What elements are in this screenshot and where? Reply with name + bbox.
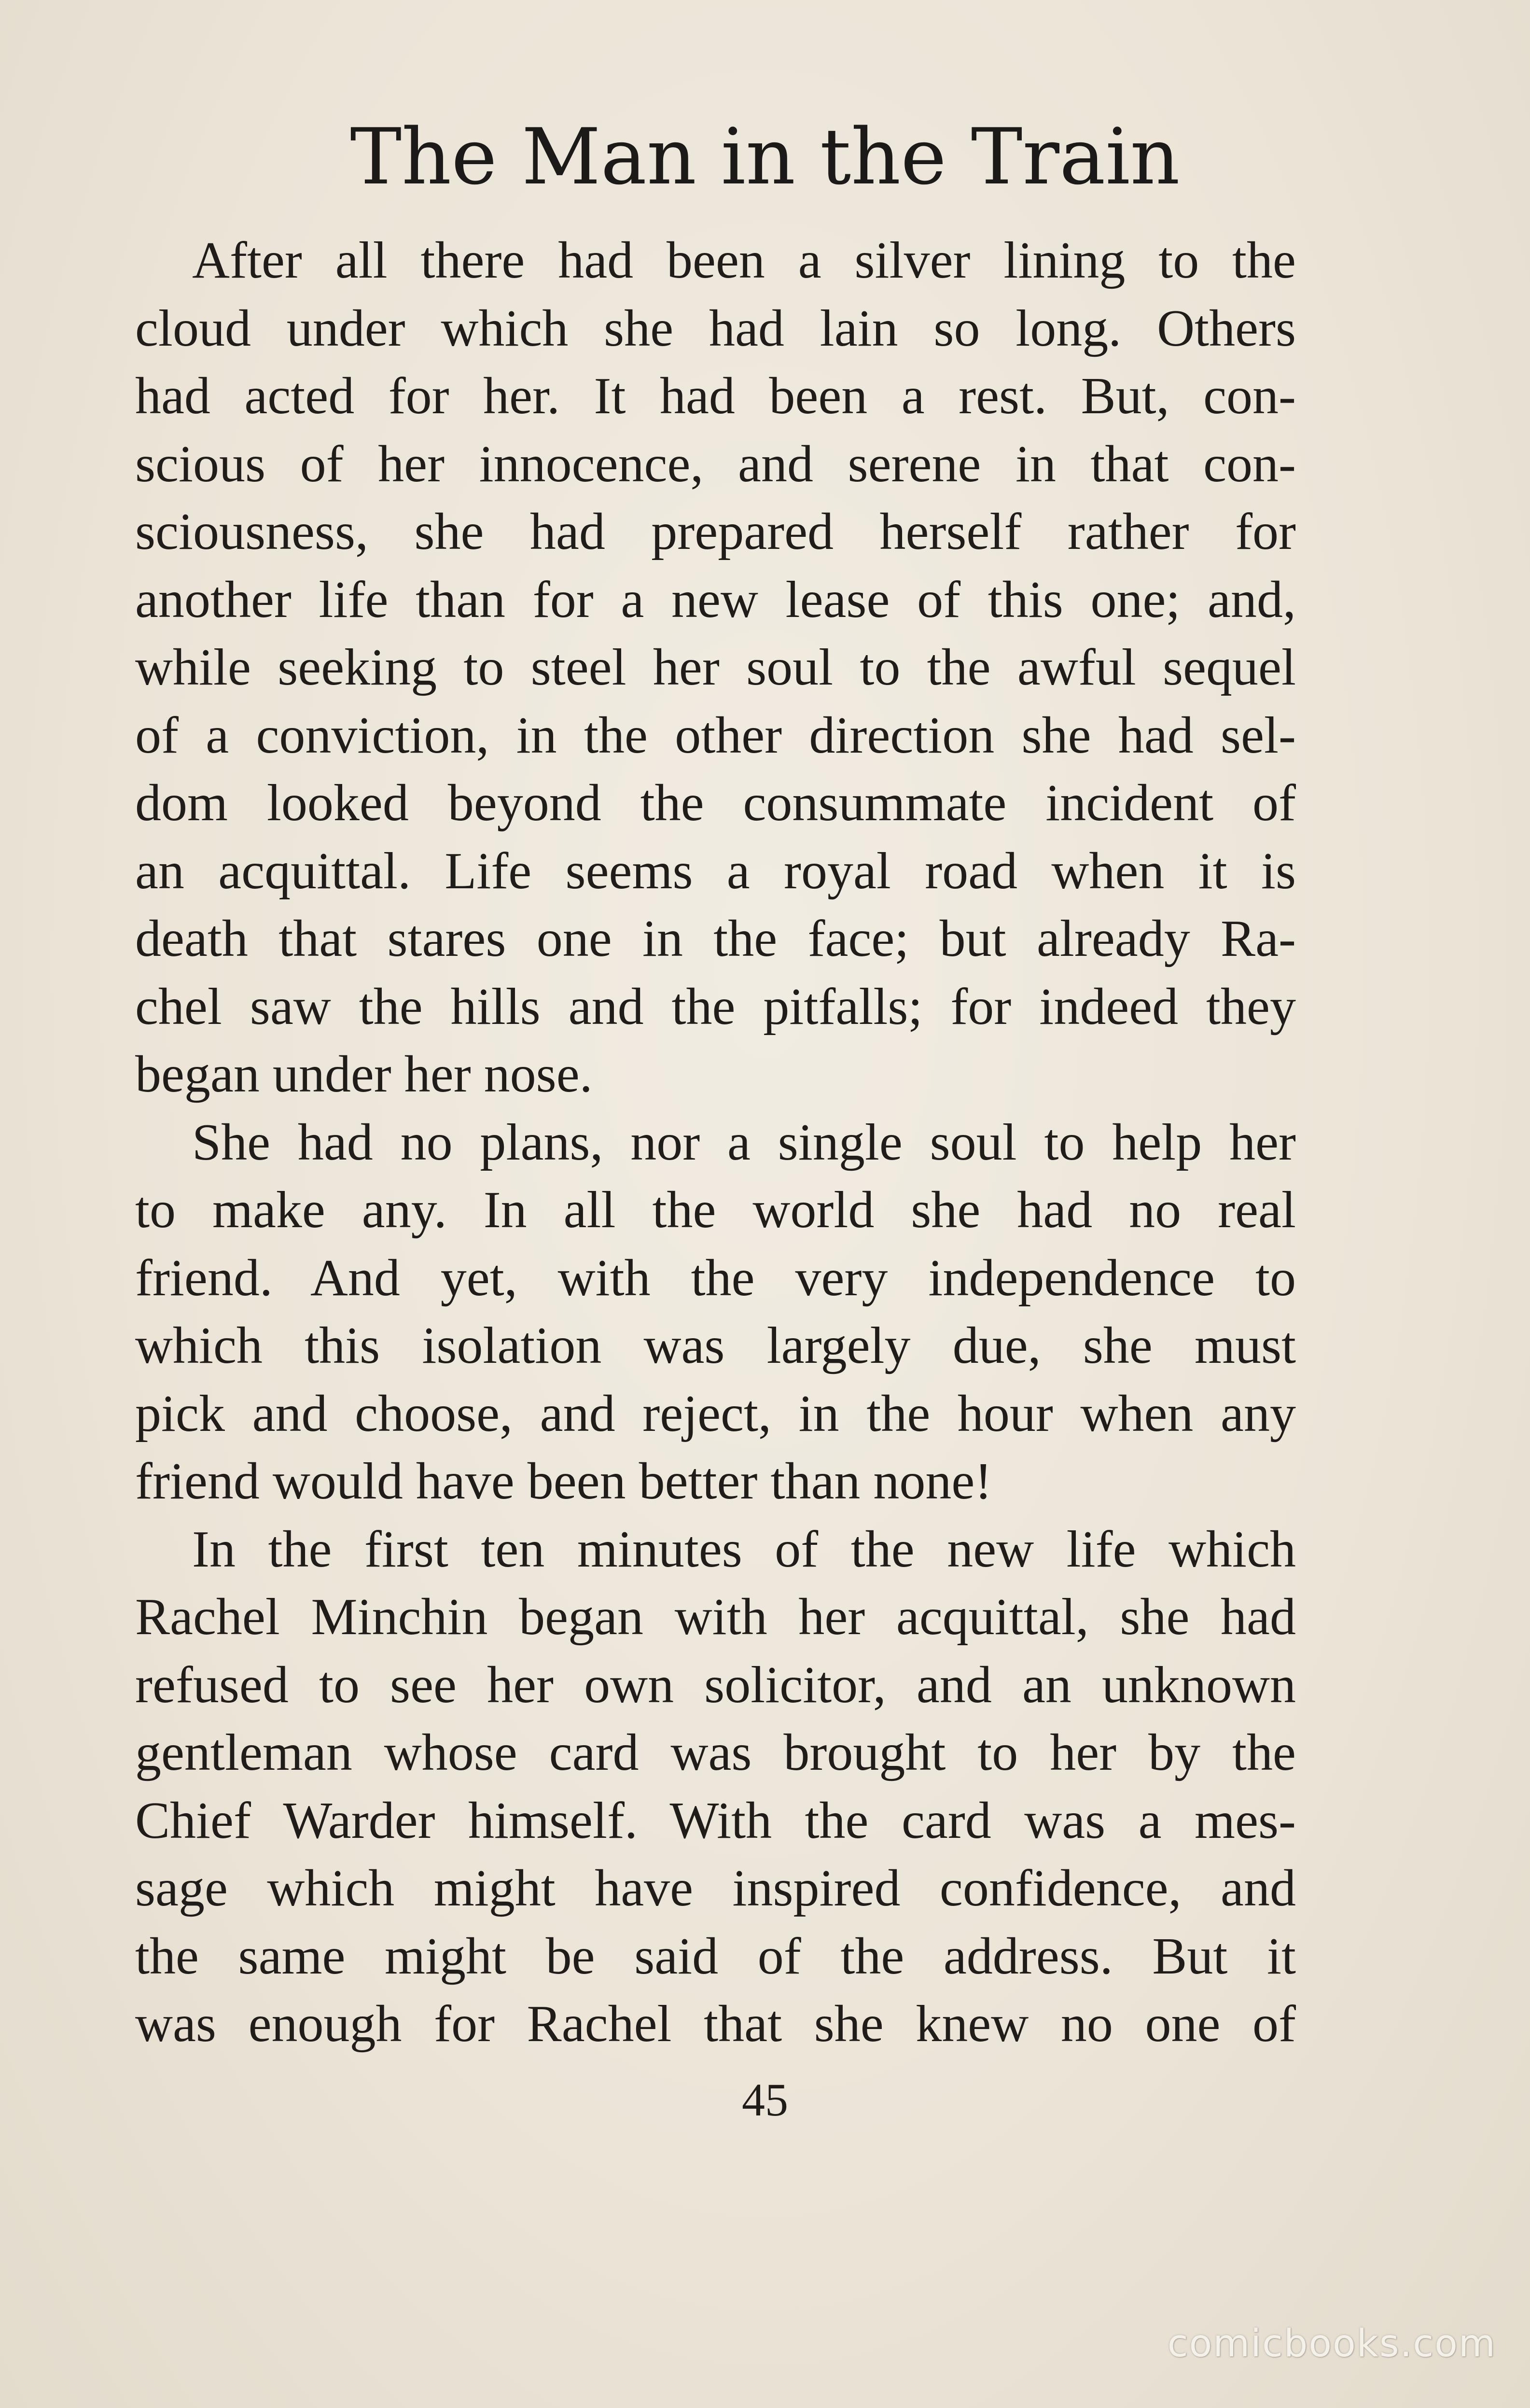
text-line: sage which might have inspired confidence, and: [135, 1860, 1296, 1917]
text-line: She had no plans, nor a single soul to help her: [192, 1113, 1296, 1171]
watermark: comicbooks.com: [1167, 2322, 1496, 2366]
text-line: gentleman whose card was brought to her by the: [135, 1724, 1296, 1781]
text-line: cloud under which she had lain so long. Others: [135, 299, 1296, 357]
text-line: which this isolation was largely due, she must: [135, 1317, 1296, 1374]
text-line: sciousness, she had prepared herself rather for: [135, 503, 1296, 560]
text-line: friend. And yet, with the very independence to: [135, 1249, 1296, 1307]
text-line: an acquittal. Life seems a royal road when it is: [135, 842, 1296, 900]
text-line: had acted for her. It had been a rest. But, con-: [135, 367, 1296, 425]
text-line: After all there had been a silver lining to the: [192, 232, 1296, 289]
chapter-title: The Man in the Train: [350, 112, 1180, 202]
text-line: another life than for a new lease of this one; and,: [135, 571, 1296, 629]
text-line: was enough for Rachel that she knew no one of: [135, 1995, 1296, 2053]
text-line: death that stares one in the face; but already Ra-: [135, 910, 1296, 967]
text-line: refused to see her own solicitor, and an unknown: [135, 1656, 1296, 1714]
text-line: pick and choose, and reject, in the hour when any: [135, 1385, 1296, 1442]
text-line: friend would have been better than none!: [135, 1453, 992, 1510]
text-line: chel saw the hills and the pitfalls; for indeed they: [135, 978, 1296, 1036]
text-line: while seeking to steel her soul to the awful sequel: [135, 639, 1296, 696]
text-line: Rachel Minchin began with her acquittal, she had: [135, 1588, 1296, 1646]
text-line: the same might be said of the address. But it: [135, 1927, 1296, 1985]
text-line: began under her nose.: [135, 1046, 593, 1103]
text-line: of a conviction, in the other direction she had sel-: [135, 706, 1296, 764]
text-line: Chief Warder himself. With the card was a mes-: [135, 1792, 1296, 1849]
text-line: to make any. In all the world she had no real: [135, 1181, 1296, 1239]
text-line: In the first ten minutes of the new life which: [192, 1520, 1296, 1578]
page-number: 45: [742, 2074, 788, 2126]
text-line: scious of her innocence, and serene in that con-: [135, 435, 1296, 493]
body-text: [135, 227, 1296, 2058]
text-line: dom looked beyond the consummate incident of: [135, 774, 1296, 832]
